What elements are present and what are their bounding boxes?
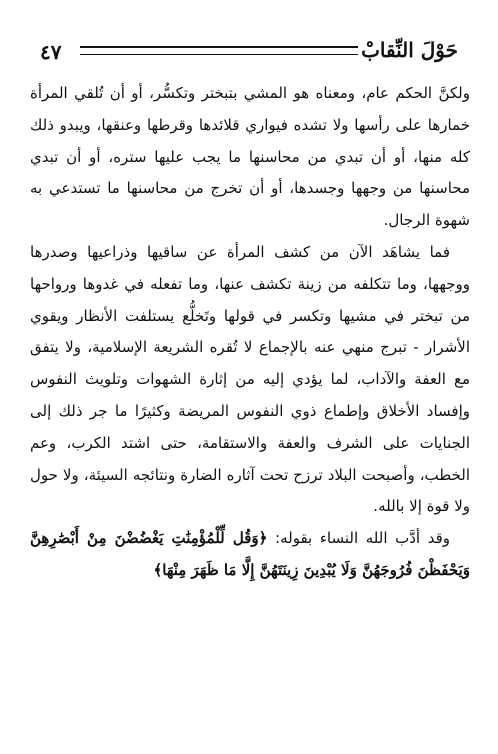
running-title: حَوْلَ النِّقابْ <box>361 38 458 62</box>
header-rule-thick <box>80 46 358 48</box>
header-rule-thin <box>80 54 358 55</box>
paragraph-3 <box>30 523 470 587</box>
paragraph-1: ولكنَّ الحكم عام، ومعناه هو المشي بتبختر وتكسُّر، أو أن تُلقي المرأة خمارها على رأسها ولا تشده فيواري قلائدها وقرطها وعنقها، ويبدو ذلك كله منها، أو أن تبدي من محاسنها ما يجب عليها ستره، أو أن تبدي محاسنها من وجهها وجسدها، أو أن تخرج من محاسنها ما تستدعي به شهوة الرجال. <box>30 84 470 230</box>
body-text <box>30 78 470 587</box>
paragraph-3-intro: وقد أدَّب الله النساء بقوله: <box>267 529 451 548</box>
paragraph-2: فما يشاهَد الآن من كشف المرأة عن ساقيها وذراعيها وصدرها ووجهها، وما تتكلفه من زينة تكشف عنها، وما تفعله في غدوها ورواحها من تبختر في مشيها وتكسر في قولها وتَخلُّع يستلفت الأنظار ويقوي الأشرار - تبرج منهي عنه بالإجماع لا تُقره الشريعة الإسلامية، ولا يتفق مع العفة والآداب، لما يؤدي إليه من إثارة الشهوات وتلويث النفوس وإفساد الأخلاق وإطماع ذوي النفوس المريضة وكثيرًا ما جر ذلك إلى الجنايات على الشرف والعفة والاستقامة، حتى اشتد الكرب، وعم الخطب، وأصبحت البلاد ترزح تحت آثاره الضارة ونتائجه السيئة، ولا حول ولا قوة إلا بالله. <box>30 242 470 516</box>
quran-verse: ﴿وَقُل لِّلْمُؤْمِنَٰتِ يَغْضُضْنَ مِنْ أَبْصَٰرِهِنَّ وَيَحْفَظْنَ فُرُوجَهُنَّ وَلَا يُبْدِينَ زِينَتَهُنَّ إِلَّا مَا ظَهَرَ مِنْهَا﴾ <box>30 529 470 579</box>
page-number: ٤٧ <box>40 40 62 64</box>
page-header <box>40 32 458 72</box>
